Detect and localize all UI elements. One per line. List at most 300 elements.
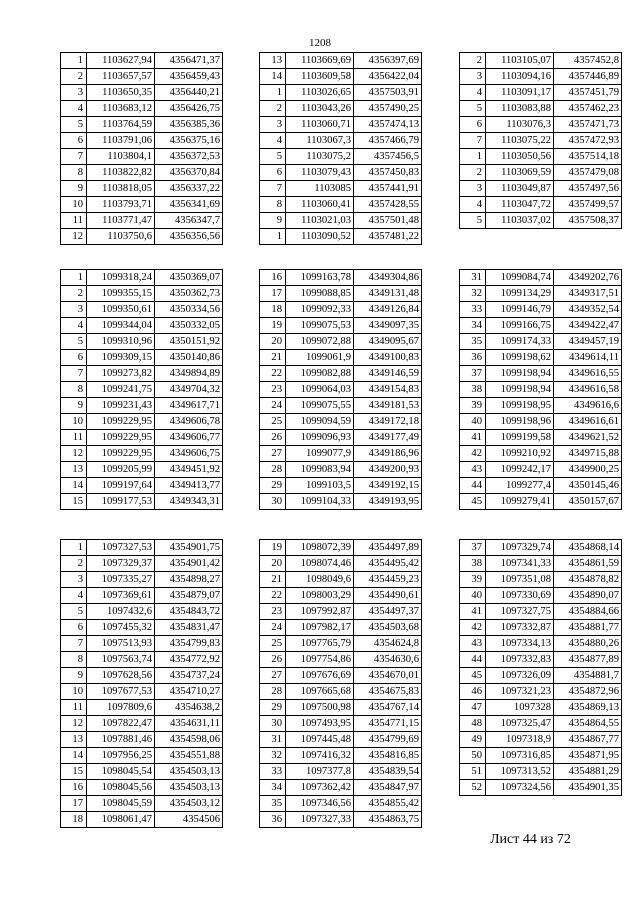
table-row	[460, 69, 622, 85]
x-coordinate-cell: 1099077,9	[286, 446, 354, 462]
x-coordinate-cell: 1097369,61	[87, 588, 155, 604]
table-row	[460, 446, 622, 462]
x-coordinate-cell: 1098061,47	[87, 812, 155, 828]
table-row	[460, 350, 622, 366]
y-coordinate-cell: 4349715,88	[554, 446, 622, 462]
y-coordinate-cell: 4354890,07	[554, 588, 622, 604]
y-coordinate-cell: 4356370,84	[155, 165, 223, 181]
coordinates-table	[259, 539, 422, 828]
y-coordinate-cell: 4354497,37	[354, 604, 422, 620]
y-coordinate-cell: 4354767,14	[354, 700, 422, 716]
point-number-cell: 8	[61, 165, 87, 181]
table-row	[61, 213, 223, 229]
x-coordinate-cell: 1097334,13	[486, 636, 554, 652]
x-coordinate-cell: 1097754,86	[286, 652, 354, 668]
y-coordinate-cell: 4350334,56	[155, 302, 223, 318]
point-number-cell: 37	[460, 366, 486, 382]
point-number-cell: 44	[460, 652, 486, 668]
table-row	[61, 181, 223, 197]
point-number-cell: 12	[61, 229, 87, 245]
table-row	[61, 668, 223, 684]
x-coordinate-cell: 1097765,79	[286, 636, 354, 652]
y-coordinate-cell: 4357471,73	[554, 117, 622, 133]
y-coordinate-cell: 4354881,29	[554, 764, 622, 780]
table-row	[260, 556, 422, 572]
point-number-cell: 28	[260, 684, 286, 700]
point-number-cell: 7	[460, 133, 486, 149]
x-coordinate-cell: 1103067,3	[286, 133, 354, 149]
y-coordinate-cell: 4349457,19	[554, 334, 622, 350]
table-row	[260, 414, 422, 430]
x-coordinate-cell: 1099083,94	[286, 462, 354, 478]
table-row	[460, 302, 622, 318]
x-coordinate-cell: 1103079,43	[286, 165, 354, 181]
x-coordinate-cell: 1099310,96	[87, 334, 155, 350]
table-row	[61, 540, 223, 556]
point-number-cell: 1	[61, 53, 87, 69]
x-coordinate-cell: 1103026,65	[286, 85, 354, 101]
y-coordinate-cell: 4350157,67	[554, 494, 622, 510]
x-coordinate-cell: 1097956,25	[87, 748, 155, 764]
table-row	[260, 53, 422, 69]
point-number-cell: 35	[260, 796, 286, 812]
table-row	[61, 69, 223, 85]
table-row	[260, 796, 422, 812]
table-row	[61, 716, 223, 732]
table-row	[260, 620, 422, 636]
table-row	[460, 181, 622, 197]
point-number-cell: 41	[460, 430, 486, 446]
y-coordinate-cell: 4354816,85	[354, 748, 422, 764]
table-row	[260, 117, 422, 133]
y-coordinate-cell: 4349304,86	[354, 270, 422, 286]
table-row	[260, 270, 422, 286]
y-coordinate-cell: 4354772,92	[155, 652, 223, 668]
point-number-cell: 42	[460, 446, 486, 462]
x-coordinate-cell: 1097628,56	[87, 668, 155, 684]
table-row	[460, 732, 622, 748]
y-coordinate-cell: 4354631,11	[155, 716, 223, 732]
point-number-cell: 3	[460, 181, 486, 197]
y-coordinate-cell: 4357472,93	[554, 133, 622, 149]
y-coordinate-cell: 4354881,7	[554, 668, 622, 684]
table-row	[260, 366, 422, 382]
table-row	[61, 350, 223, 366]
point-number-cell: 35	[460, 334, 486, 350]
y-coordinate-cell: 4354503,13	[155, 764, 223, 780]
x-coordinate-cell: 1097822,47	[87, 716, 155, 732]
x-coordinate-cell: 1099198,94	[486, 366, 554, 382]
x-coordinate-cell: 1099229,95	[87, 430, 155, 446]
y-coordinate-cell: 4349317,51	[554, 286, 622, 302]
x-coordinate-cell: 1098049,6	[286, 572, 354, 588]
x-coordinate-cell: 1098003,29	[286, 588, 354, 604]
point-number-cell: 28	[260, 462, 286, 478]
y-coordinate-cell: 4349451,92	[155, 462, 223, 478]
point-number-cell: 45	[460, 668, 486, 684]
point-number-cell: 14	[61, 478, 87, 494]
table-row	[460, 780, 622, 796]
table-row	[61, 700, 223, 716]
table-row	[460, 636, 622, 652]
point-number-cell: 11	[61, 430, 87, 446]
y-coordinate-cell: 4354598,06	[155, 732, 223, 748]
table-row	[460, 652, 622, 668]
x-coordinate-cell: 1097377,8	[286, 764, 354, 780]
point-number-cell: 4	[61, 101, 87, 117]
y-coordinate-cell: 4349193,95	[354, 494, 422, 510]
y-coordinate-cell: 4354884,66	[554, 604, 622, 620]
point-number-cell: 49	[460, 732, 486, 748]
x-coordinate-cell: 1099082,88	[286, 366, 354, 382]
point-number-cell: 19	[260, 318, 286, 334]
y-coordinate-cell: 4349413,77	[155, 478, 223, 494]
y-coordinate-cell: 4354630,6	[354, 652, 422, 668]
y-coordinate-cell: 4349352,54	[554, 302, 622, 318]
point-number-cell: 4	[61, 318, 87, 334]
table-row	[460, 540, 622, 556]
x-coordinate-cell: 1099134,29	[486, 286, 554, 302]
point-number-cell: 11	[61, 213, 87, 229]
y-coordinate-cell: 4349704,32	[155, 382, 223, 398]
point-number-cell: 4	[460, 85, 486, 101]
table-row	[260, 812, 422, 828]
x-coordinate-cell: 1097326,09	[486, 668, 554, 684]
point-number-cell: 7	[61, 149, 87, 165]
point-number-cell: 11	[61, 700, 87, 716]
y-coordinate-cell: 4354861,59	[554, 556, 622, 572]
table-row	[460, 382, 622, 398]
y-coordinate-cell: 4354864,55	[554, 716, 622, 732]
x-coordinate-cell: 1097328	[486, 700, 554, 716]
point-number-cell: 22	[260, 588, 286, 604]
x-coordinate-cell: 1097992,87	[286, 604, 354, 620]
point-number-cell: 50	[460, 748, 486, 764]
table-row	[460, 197, 622, 213]
x-coordinate-cell: 1097313,52	[486, 764, 554, 780]
y-coordinate-cell: 4354624,8	[354, 636, 422, 652]
point-number-cell: 41	[460, 604, 486, 620]
table-row	[460, 133, 622, 149]
x-coordinate-cell: 1103750,6	[87, 229, 155, 245]
point-number-cell: 16	[260, 270, 286, 286]
table-row	[260, 165, 422, 181]
table-row	[460, 318, 622, 334]
table-row	[61, 53, 223, 69]
y-coordinate-cell: 4356347,7	[155, 213, 223, 229]
y-coordinate-cell: 4354878,82	[554, 572, 622, 588]
y-coordinate-cell: 4354670,01	[354, 668, 422, 684]
point-number-cell: 45	[460, 494, 486, 510]
point-number-cell: 6	[260, 165, 286, 181]
y-coordinate-cell: 4349097,35	[354, 318, 422, 334]
point-number-cell: 34	[460, 318, 486, 334]
coordinates-table	[60, 269, 223, 510]
point-number-cell: 33	[460, 302, 486, 318]
point-number-cell: 8	[61, 652, 87, 668]
x-coordinate-cell: 1103049,87	[486, 181, 554, 197]
y-coordinate-cell: 4349200,93	[354, 462, 422, 478]
table-row	[260, 149, 422, 165]
y-coordinate-cell: 4349177,49	[354, 430, 422, 446]
x-coordinate-cell: 1103085	[286, 181, 354, 197]
x-coordinate-cell: 1099231,43	[87, 398, 155, 414]
table-row	[61, 197, 223, 213]
table-row	[260, 540, 422, 556]
y-coordinate-cell: 4356440,21	[155, 85, 223, 101]
x-coordinate-cell: 1103771,47	[87, 213, 155, 229]
y-coordinate-cell: 4349614,11	[554, 350, 622, 366]
y-coordinate-cell: 4357508,37	[554, 213, 622, 229]
x-coordinate-cell: 1099277,4	[486, 478, 554, 494]
table-row	[460, 572, 622, 588]
table-row	[260, 462, 422, 478]
point-number-cell: 44	[460, 478, 486, 494]
table-row	[460, 462, 622, 478]
table-row	[260, 101, 422, 117]
x-coordinate-cell: 1097341,33	[486, 556, 554, 572]
point-number-cell: 22	[260, 366, 286, 382]
table-row	[61, 117, 223, 133]
table-row	[61, 588, 223, 604]
table-row	[260, 430, 422, 446]
point-number-cell: 39	[460, 572, 486, 588]
x-coordinate-cell: 1103650,35	[87, 85, 155, 101]
point-number-cell: 15	[61, 764, 87, 780]
x-coordinate-cell: 1099092,33	[286, 302, 354, 318]
x-coordinate-cell: 1099075,55	[286, 398, 354, 414]
x-coordinate-cell: 1099198,95	[486, 398, 554, 414]
table-row	[61, 462, 223, 478]
y-coordinate-cell: 4357499,57	[554, 197, 622, 213]
y-coordinate-cell: 4354901,42	[155, 556, 223, 572]
point-number-cell: 40	[460, 414, 486, 430]
y-coordinate-cell: 4349131,48	[354, 286, 422, 302]
table-row	[460, 149, 622, 165]
y-coordinate-cell: 4349154,83	[354, 382, 422, 398]
y-coordinate-cell: 4349617,71	[155, 398, 223, 414]
table-row	[61, 430, 223, 446]
point-number-cell: 21	[260, 350, 286, 366]
y-coordinate-cell: 4349181,53	[354, 398, 422, 414]
point-number-cell: 48	[460, 716, 486, 732]
x-coordinate-cell: 1097330,69	[486, 588, 554, 604]
table-row	[260, 133, 422, 149]
x-coordinate-cell: 1099241,75	[87, 382, 155, 398]
x-coordinate-cell: 1099198,94	[486, 382, 554, 398]
x-coordinate-cell: 1097329,74	[486, 540, 554, 556]
table-row	[260, 700, 422, 716]
x-coordinate-cell: 1103069,59	[486, 165, 554, 181]
y-coordinate-cell: 4350332,05	[155, 318, 223, 334]
y-coordinate-cell: 4349192,15	[354, 478, 422, 494]
point-number-cell: 37	[460, 540, 486, 556]
point-number-cell: 9	[61, 668, 87, 684]
y-coordinate-cell: 4357497,56	[554, 181, 622, 197]
y-coordinate-cell: 4356426,75	[155, 101, 223, 117]
point-number-cell: 23	[260, 382, 286, 398]
point-number-cell: 31	[260, 732, 286, 748]
y-coordinate-cell: 4349422,47	[554, 318, 622, 334]
table-row	[260, 636, 422, 652]
x-coordinate-cell: 1099344,04	[87, 318, 155, 334]
y-coordinate-cell: 4349202,76	[554, 270, 622, 286]
y-coordinate-cell: 4349146,59	[354, 366, 422, 382]
point-number-cell: 3	[61, 85, 87, 101]
y-coordinate-cell: 4354901,35	[554, 780, 622, 796]
point-number-cell: 36	[460, 350, 486, 366]
x-coordinate-cell: 1103060,71	[286, 117, 354, 133]
y-coordinate-cell: 4354459,23	[354, 572, 422, 588]
y-coordinate-cell: 4354843,72	[155, 604, 223, 620]
table-row	[61, 732, 223, 748]
point-number-cell: 38	[460, 556, 486, 572]
table-row	[260, 572, 422, 588]
table-row	[460, 588, 622, 604]
coordinates-table	[259, 52, 422, 245]
x-coordinate-cell: 1098074,46	[286, 556, 354, 572]
point-number-cell: 38	[460, 382, 486, 398]
x-coordinate-cell: 1097362,42	[286, 780, 354, 796]
x-coordinate-cell: 1097329,37	[87, 556, 155, 572]
x-coordinate-cell: 1103076,3	[486, 117, 554, 133]
point-number-cell: 33	[260, 764, 286, 780]
table-row	[260, 446, 422, 462]
table-row	[260, 334, 422, 350]
table-row	[61, 133, 223, 149]
table-row	[460, 165, 622, 181]
y-coordinate-cell: 4354771,15	[354, 716, 422, 732]
x-coordinate-cell: 1097327,33	[286, 812, 354, 828]
point-number-cell: 9	[61, 398, 87, 414]
x-coordinate-cell: 1099210,92	[486, 446, 554, 462]
x-coordinate-cell: 1099205,99	[87, 462, 155, 478]
x-coordinate-cell: 1097500,98	[286, 700, 354, 716]
x-coordinate-cell: 1103075,22	[486, 133, 554, 149]
x-coordinate-cell: 1099242,17	[486, 462, 554, 478]
point-number-cell: 40	[460, 588, 486, 604]
point-number-cell: 5	[460, 101, 486, 117]
y-coordinate-cell: 4354799,83	[155, 636, 223, 652]
x-coordinate-cell: 1099198,62	[486, 350, 554, 366]
point-number-cell: 30	[260, 494, 286, 510]
table-row	[61, 620, 223, 636]
y-coordinate-cell: 4350140,86	[155, 350, 223, 366]
x-coordinate-cell: 1097327,75	[486, 604, 554, 620]
point-number-cell: 19	[260, 540, 286, 556]
coordinates-table	[60, 539, 223, 828]
x-coordinate-cell: 1099075,53	[286, 318, 354, 334]
y-coordinate-cell: 4356385,36	[155, 117, 223, 133]
table-row	[260, 764, 422, 780]
point-number-cell: 13	[260, 53, 286, 69]
y-coordinate-cell: 4349606,77	[155, 430, 223, 446]
point-number-cell: 46	[460, 684, 486, 700]
y-coordinate-cell: 4354503,12	[155, 796, 223, 812]
table-row	[460, 101, 622, 117]
table-row	[260, 382, 422, 398]
point-number-cell: 2	[61, 286, 87, 302]
x-coordinate-cell: 1103050,56	[486, 149, 554, 165]
x-coordinate-cell: 1097416,32	[286, 748, 354, 764]
table-row	[460, 494, 622, 510]
point-number-cell: 24	[260, 398, 286, 414]
sheet-footer: Лист 44 из 72	[490, 832, 571, 847]
point-number-cell: 1	[260, 85, 286, 101]
y-coordinate-cell: 4354799,69	[354, 732, 422, 748]
table-row	[61, 270, 223, 286]
coordinates-table	[459, 52, 622, 229]
point-number-cell: 21	[260, 572, 286, 588]
x-coordinate-cell: 1099174,33	[486, 334, 554, 350]
x-coordinate-cell: 1103037,02	[486, 213, 554, 229]
x-coordinate-cell: 1103791,06	[87, 133, 155, 149]
table-row	[61, 812, 223, 828]
y-coordinate-cell: 4354638,2	[155, 700, 223, 716]
point-number-cell: 16	[61, 780, 87, 796]
point-number-cell: 8	[61, 382, 87, 398]
x-coordinate-cell: 1097351,08	[486, 572, 554, 588]
x-coordinate-cell: 1103609,58	[286, 69, 354, 85]
y-coordinate-cell: 4354898,27	[155, 572, 223, 588]
table-row	[260, 652, 422, 668]
point-number-cell: 2	[460, 53, 486, 69]
y-coordinate-cell: 4349894,89	[155, 366, 223, 382]
point-number-cell: 43	[460, 636, 486, 652]
y-coordinate-cell: 4349616,55	[554, 366, 622, 382]
x-coordinate-cell: 1103669,69	[286, 53, 354, 69]
table-row	[460, 398, 622, 414]
point-number-cell: 5	[260, 149, 286, 165]
table-row	[260, 588, 422, 604]
point-number-cell: 43	[460, 462, 486, 478]
x-coordinate-cell: 1099198,96	[486, 414, 554, 430]
table-row	[460, 414, 622, 430]
point-number-cell: 1	[61, 270, 87, 286]
point-number-cell: 26	[260, 652, 286, 668]
table-row	[460, 85, 622, 101]
y-coordinate-cell: 4354868,14	[554, 540, 622, 556]
point-number-cell: 31	[460, 270, 486, 286]
point-number-cell: 1	[260, 229, 286, 245]
x-coordinate-cell: 1099355,15	[87, 286, 155, 302]
table-row	[460, 668, 622, 684]
point-number-cell: 34	[260, 780, 286, 796]
table-row	[260, 286, 422, 302]
x-coordinate-cell: 1097316,85	[486, 748, 554, 764]
x-coordinate-cell: 1099318,24	[87, 270, 155, 286]
point-number-cell: 13	[61, 462, 87, 478]
point-number-cell: 32	[260, 748, 286, 764]
y-coordinate-cell: 4356337,22	[155, 181, 223, 197]
x-coordinate-cell: 1097321,23	[486, 684, 554, 700]
x-coordinate-cell: 1103804,1	[87, 149, 155, 165]
table-row	[460, 478, 622, 494]
table-row	[460, 748, 622, 764]
y-coordinate-cell: 4350151,92	[155, 334, 223, 350]
point-number-cell: 9	[61, 181, 87, 197]
table-row	[460, 604, 622, 620]
y-coordinate-cell: 4354871,95	[554, 748, 622, 764]
x-coordinate-cell: 1103021,03	[286, 213, 354, 229]
point-number-cell: 20	[260, 334, 286, 350]
table-row	[260, 69, 422, 85]
y-coordinate-cell: 4349621,52	[554, 430, 622, 446]
y-coordinate-cell: 4357456,5	[354, 149, 422, 165]
x-coordinate-cell: 1099064,03	[286, 382, 354, 398]
point-number-cell: 47	[460, 700, 486, 716]
table-row	[260, 684, 422, 700]
